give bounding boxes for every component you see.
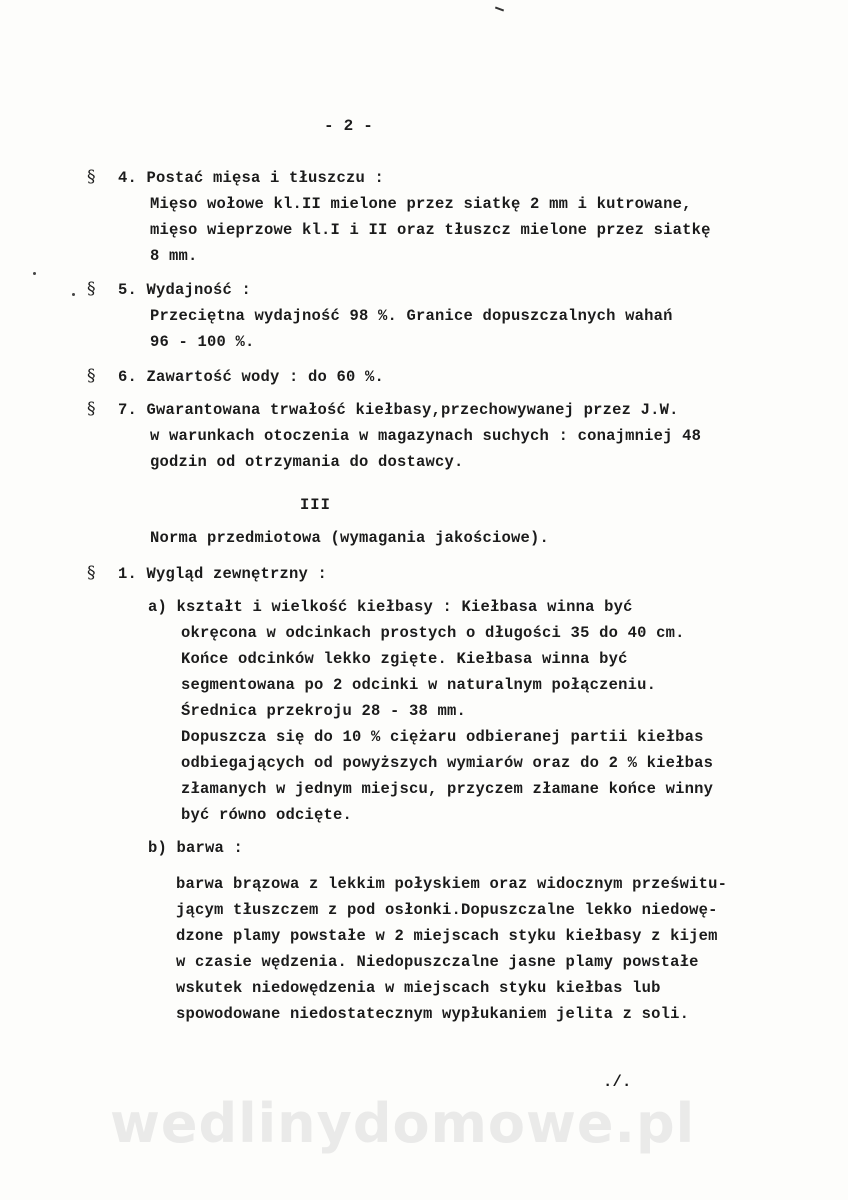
item-b-line: barwa brązowa z lekkim połyskiem oraz widocznym prześwitu- [176, 875, 728, 893]
section-5-line: Przeciętna wydajność 98 %. Granice dopuszczalnych wahań [150, 307, 673, 325]
item-a-line: Średnica przekroju 28 - 38 mm. [181, 702, 467, 720]
requirement-1-mark: § [87, 563, 96, 583]
item-b-line: spowodowane niedostatecznym wypłukaniem jelita z soli. [176, 1005, 690, 1023]
item-a-line: a) kształt i wielkość kiełbasy : Kiełbasa winna być [148, 598, 633, 616]
item-b-line: wskutek niedowędzenia w miejscach styku kiełbas lub [176, 979, 661, 997]
section-7-mark: § [87, 399, 96, 419]
scan-mark [495, 7, 504, 12]
item-b-line: w czasie wędzenia. Niedopuszczalne jasne plamy powstałe [176, 953, 699, 971]
watermark: wedlinydomowe.pl [110, 1092, 696, 1155]
section-5-heading: 5. Wydajność : [118, 281, 252, 299]
section-4-line: 8 mm. [150, 247, 198, 265]
scan-speck [72, 293, 75, 296]
part-title: Norma przedmiotowa (wymagania jakościowe). [150, 529, 550, 547]
section-7-heading: 7. Gwarantowana trwałość kiełbasy,przechowywanej przez J.W. [118, 401, 679, 419]
item-a-line: Dopuszcza się do 10 % ciężaru odbieranej partii kiełbas [181, 728, 704, 746]
item-a-line: złamanych w jednym miejscu, przyczem złamane końce winny [181, 780, 714, 798]
section-7-line: w warunkach otoczenia w magazynach suchych : conajmniej 48 [150, 427, 702, 445]
item-a-line: być równo odcięte. [181, 806, 353, 824]
item-a-line: Końce odcinków lekko zgięte. Kiełbasa winna być [181, 650, 628, 668]
scan-speck [33, 272, 36, 275]
section-5-line: 96 - 100 %. [150, 333, 255, 351]
part-numeral: III [300, 496, 331, 514]
section-7-line: godzin od otrzymania do dostawcy. [150, 453, 464, 471]
page-number: - 2 - [324, 117, 374, 135]
item-a-line: okręcona w odcinkach prostych o długości 35 do 40 cm. [181, 624, 685, 642]
section-5-mark: § [87, 279, 96, 299]
requirement-1-heading: 1. Wygląd zewnętrzny : [118, 565, 328, 583]
item-b-line: dzone plamy powstałe w 2 miejscach styku kiełbasy z kijem [176, 927, 718, 945]
section-4-line: Mięso wołowe kl.II mielone przez siatkę 2 mm i kutrowane, [150, 195, 692, 213]
section-4-heading: 4. Postać mięsa i tłuszczu : [118, 169, 385, 187]
item-a-line: odbiegających od powyższych wymiarów oraz do 2 % kiełbas [181, 754, 714, 772]
section-6-mark: § [87, 366, 96, 386]
section-6-heading: 6. Zawartość wody : do 60 %. [118, 368, 385, 386]
item-b-label: b) barwa : [148, 839, 244, 857]
section-4-mark: § [87, 167, 96, 187]
item-b-line: jącym tłuszczem z pod osłonki.Dopuszczalne lekko niedowę- [176, 901, 718, 919]
item-a-line: segmentowana po 2 odcinki w naturalnym połączeniu. [181, 676, 657, 694]
section-4-line: mięso wieprzowe kl.I i II oraz tłuszcz mielone przez siatkę [150, 221, 711, 239]
continuation-mark: ./. [603, 1073, 632, 1091]
